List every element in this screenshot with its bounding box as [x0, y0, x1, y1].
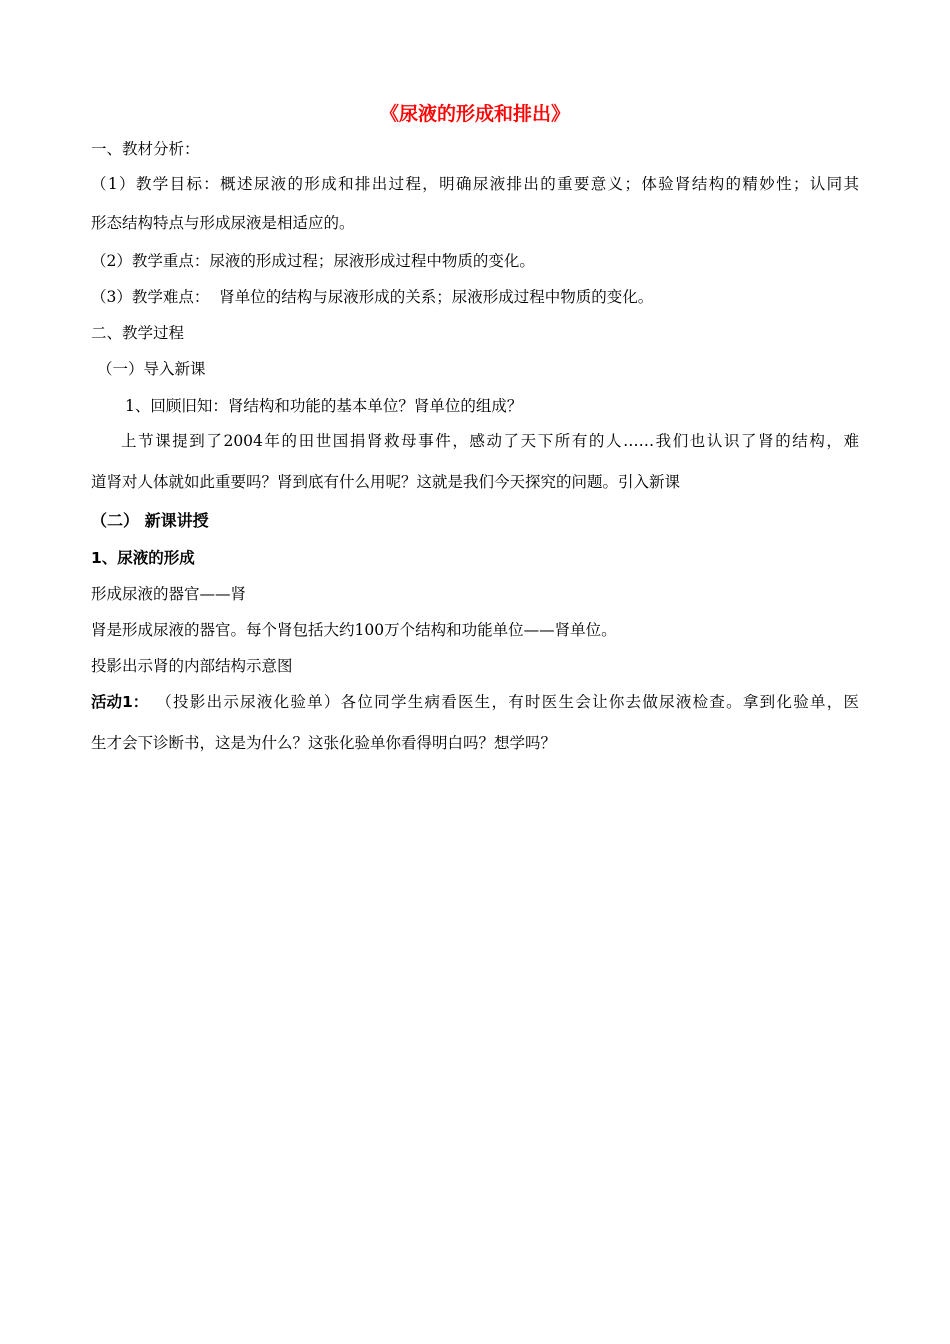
subsection2-heading: （二） 新课讲授 — [91, 511, 209, 530]
intro-line2: 道肾对人体就如此重要吗？肾到底有什么用呢？这就是我们今天探究的问题。引入新课 — [91, 473, 681, 491]
projection-line: 投影出示肾的内部结构示意图 — [91, 657, 293, 675]
teaching-goal-line2: 形态结构特点与形成尿液是相适应的。 — [91, 214, 355, 232]
document-title: 《尿液的形成和排出》 — [379, 103, 570, 125]
organ-line: 形成尿液的器官——肾 — [91, 585, 247, 603]
intro-line1: 上节课提到了2004年的田世国捐肾救母事件，感动了天下所有的人……我们也认识了肾的结构，难 — [121, 432, 859, 450]
key-point-line: （2）教学重点：尿液的形成过程；尿液形成过程中物质的变化。 — [91, 252, 535, 270]
topic1-heading: 1、尿液的形成 — [91, 549, 195, 567]
activity-label: 活动1： — [91, 693, 149, 711]
subsection1-heading: （一）导入新课 — [97, 360, 206, 378]
activity-line1 — [91, 692, 859, 712]
activity-line2: 生才会下诊断书，这是为什么？这张化验单你看得明白吗？想学吗？ — [91, 734, 557, 752]
kidney-line: 肾是形成尿液的器官。每个肾包括大约100万个结构和功能单位——肾单位。 — [91, 621, 617, 639]
review-line: 1、回顾旧知：肾结构和功能的基本单位？肾单位的组成？ — [125, 397, 523, 415]
section1-heading: 一、教材分析： — [91, 140, 200, 158]
section2-heading: 二、教学过程 — [91, 324, 185, 342]
teaching-goal-line1: （1）教学目标：概述尿液的形成和排出过程，明确尿液排出的重要意义；体验肾结构的精妙性；认同其 — [91, 175, 859, 193]
difficulty-line: （3）教学难点： 肾单位的结构与尿液形成的关系；尿液形成过程中物质的变化。 — [91, 288, 654, 306]
activity-text1: （投影出示尿液化验单）各位同学生病看医生，有时医生会让你去做尿液检查。拿到化验单，医 — [156, 693, 859, 711]
